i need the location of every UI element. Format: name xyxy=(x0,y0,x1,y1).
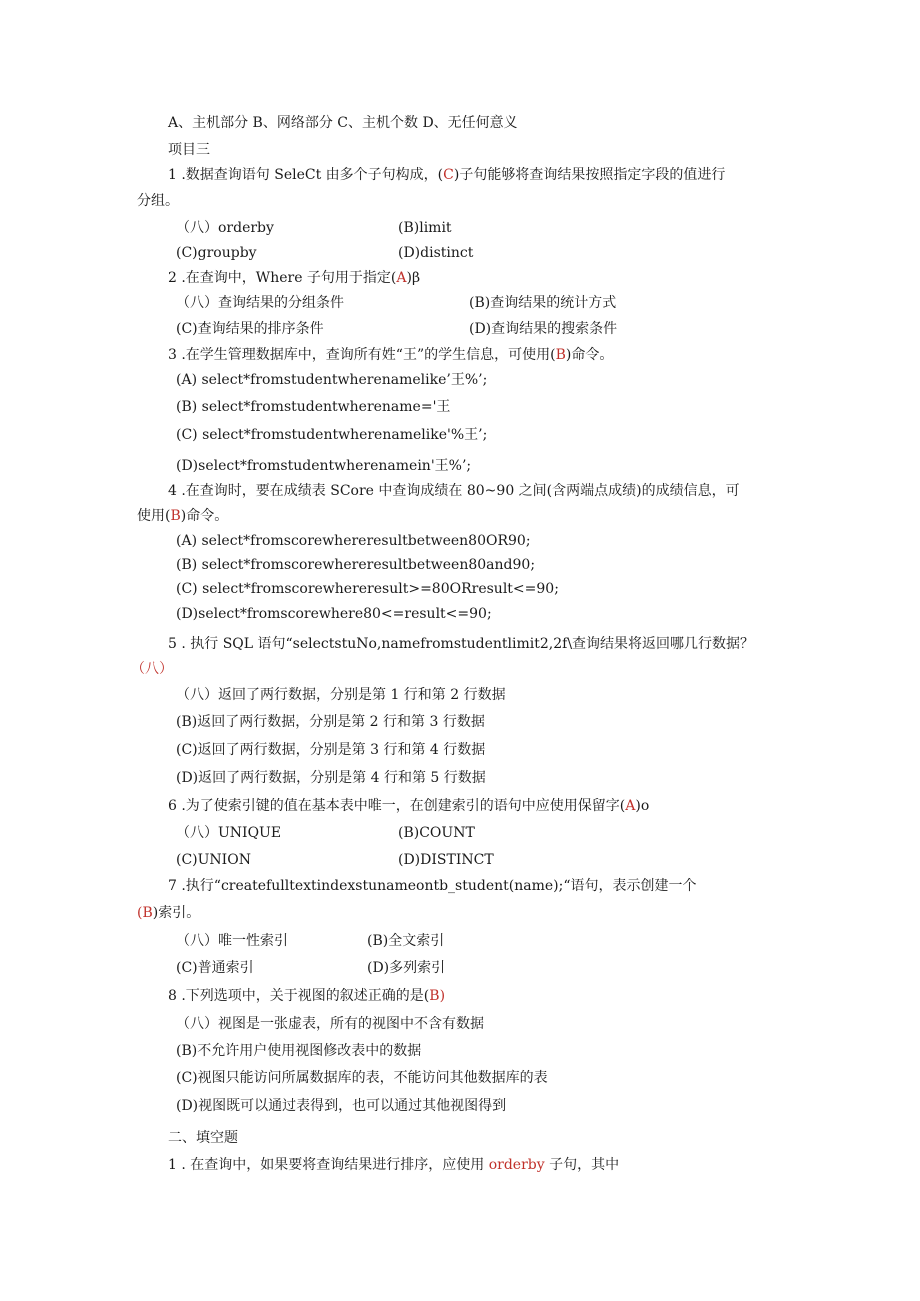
fill-question-1: 1 . 在查询中，如果要将查询结果进行排序，应使用 orderby 子句，其中 xyxy=(168,1157,620,1173)
option-a: （八）orderby xyxy=(176,220,274,236)
answer: B xyxy=(555,347,566,363)
text-line: A、主机部分 B、网络部分 C、主机个数 D、无任何意义 xyxy=(168,115,518,131)
question-2: 2 .在查询中，Where 子句用于指定(A)β xyxy=(168,270,421,286)
question-4-cont: 使用(B)命令。 xyxy=(137,508,229,524)
option-b: (B) select*fromscorewhereresultbetween80and90; xyxy=(176,557,536,573)
option-d: (D)多列索引 xyxy=(367,960,446,976)
option-b: (B) select*fromstudentwherename='王 xyxy=(176,399,451,415)
option-c: (C) select*fromstudentwherenamelike'%王’; xyxy=(176,427,488,443)
section-heading: 项目三 xyxy=(168,142,210,158)
question-5: 5 . 执行 SQL 语句“selectstuNo,namefromstudentlimit2,2f\查询结果将返回哪几行数据？ xyxy=(168,636,755,652)
answer: orderby xyxy=(488,1157,545,1173)
question-8: 8 .下列选项中，关于视图的叙述正确的是(B) xyxy=(168,988,446,1004)
section-heading: 二、填空题 xyxy=(168,1130,238,1146)
option-d: (D)返回了两行数据，分别是第 4 行和第 5 行数据 xyxy=(176,770,486,786)
question-4: 4 .在查询时，要在成绩表 SCore 中查询成绩在 80~90 之间(含两端点成绩)的成绩信息，可 xyxy=(168,483,740,499)
option-a: (A) select*fromscorewhereresultbetween80OR90; xyxy=(176,533,531,549)
option-b: (B)COUNT xyxy=(398,825,475,841)
option-a: （八）返回了两行数据，分别是第 1 行和第 2 行数据 xyxy=(176,687,506,703)
option-b: (B)查询结果的统计方式 xyxy=(469,295,617,311)
option-c: (C)视图只能访问所属数据库的表，不能访问其他数据库的表 xyxy=(176,1070,548,1086)
answer: A xyxy=(625,798,636,814)
option-a: （八）UNIQUE xyxy=(176,825,282,841)
option-c: (C)UNION xyxy=(176,852,251,868)
option-a: （八）唯一性索引 xyxy=(176,933,288,949)
answer: B xyxy=(429,988,440,1004)
option-d: (D)select*fromstudentwherenamein'王%’; xyxy=(176,458,472,474)
option-c: (C)普通索引 xyxy=(176,960,254,976)
answer: C xyxy=(443,167,454,183)
answer: B xyxy=(142,905,153,921)
question-7-cont: (B)索引。 xyxy=(137,905,201,921)
answer: B xyxy=(170,508,181,524)
question-6: 6 .为了使索引键的值在基本表中唯一，在创建索引的语句中应使用保留字(A)o xyxy=(168,798,650,814)
option-b: (B)不允许用户使用视图修改表中的数据 xyxy=(176,1043,422,1059)
question-1: 1 .数据查询语句 SeleCt 由多个子句构成，(C)子句能够将查询结果按照指定字段的值进行 xyxy=(168,167,726,183)
answer: A xyxy=(396,270,407,286)
question-1-cont: 分组。 xyxy=(137,193,179,209)
option-d: (D)查询结果的搜索条件 xyxy=(469,321,618,337)
option-d: (D)distinct xyxy=(398,245,474,261)
option-d: (D)select*fromscorewhere80<=result<=90; xyxy=(176,606,492,622)
option-a: （八）视图是一张虚表，所有的视图中不含有数据 xyxy=(176,1016,484,1032)
option-d: (D)DISTINCT xyxy=(398,852,494,868)
option-a: （八）查询结果的分组条件 xyxy=(176,295,344,311)
option-a: (A) select*fromstudentwherenamelike’王%’; xyxy=(176,372,488,388)
option-c: (C)groupby xyxy=(176,245,257,261)
option-c: (C) select*fromscorewhereresult>=80ORresult<=90; xyxy=(176,581,559,597)
option-c: (C)返回了两行数据，分别是第 3 行和第 4 行数据 xyxy=(176,742,486,758)
option-b: (B)返回了两行数据，分别是第 2 行和第 3 行数据 xyxy=(176,714,485,730)
question-7: 7 .执行“createfulltextindexstunameontb_student(name);“语句，表示创建一个 xyxy=(168,878,697,894)
question-3: 3 .在学生管理数据库中，查询所有姓“王”的学生信息，可使用(B)命令。 xyxy=(168,347,614,363)
answer: （八） xyxy=(131,661,173,677)
option-b: (B)全文索引 xyxy=(367,933,445,949)
option-d: (D)视图既可以通过表得到，也可以通过其他视图得到 xyxy=(176,1098,507,1114)
option-b: (B)limit xyxy=(398,220,452,236)
option-c: (C)查询结果的排序条件 xyxy=(176,321,324,337)
